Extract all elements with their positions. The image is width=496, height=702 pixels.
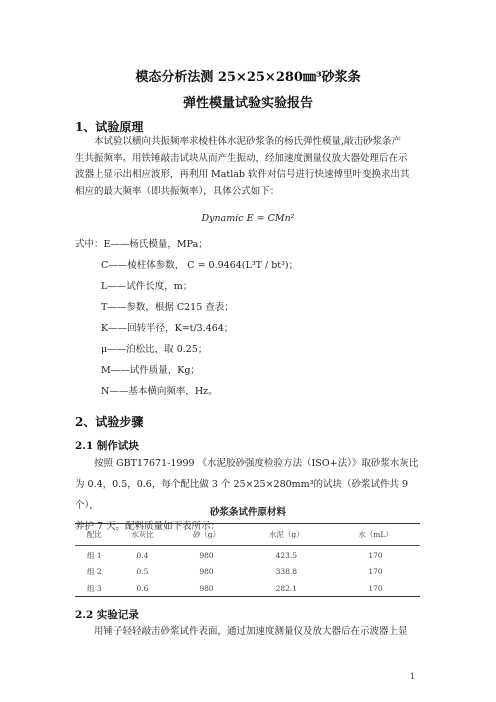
table-cell: 423.5 — [275, 550, 298, 560]
table-header-row — [75, 524, 420, 546]
var-L: L——试件长度，m； — [101, 281, 193, 292]
table-cell: 组 1 — [86, 550, 102, 560]
section-2-heading: 2、试验步骤 — [75, 415, 144, 429]
subsection-2-1-heading: 2.1 制作试块 — [75, 440, 139, 452]
table-cell: 0.6 — [114, 579, 172, 596]
table-cell: 170 — [368, 550, 383, 560]
table-cell: 980 — [199, 567, 214, 576]
para-line: 相应的最大频率（即共振频率），具体公式如下： — [75, 185, 280, 197]
var-E: 式中：E——杨氏模量，MPa； — [75, 239, 208, 250]
table-cell: 170 — [331, 579, 420, 596]
formula: Dynamic E = CMn² — [201, 213, 295, 224]
section-1-paragraph — [75, 134, 425, 200]
table-row — [75, 563, 420, 580]
var-K: K——回转半径，K=t/3.464； — [101, 323, 234, 334]
table-cell: 组 2 — [86, 567, 102, 576]
table-cell: 980 — [199, 550, 214, 560]
header-water: 水（mL） — [331, 524, 420, 546]
header-wc: 水灰比 — [114, 524, 172, 546]
table-cell: 0.4 — [136, 550, 149, 560]
para-line: 按照 GBT17671-1999 《水泥胶砂强度检验方法（ISO+法）》取砂浆水灰比 — [94, 458, 419, 469]
subsection-2-2-paragraph: 用锤子轻轻敲击砂浆试件表面，通过加速度测量仪及放大器后在示波器上显 — [94, 626, 408, 637]
header-sand: 砂（g） — [171, 524, 241, 546]
table-row — [75, 579, 420, 596]
header-cement: 水泥（g） — [242, 524, 331, 546]
var-T: T——参数，根据 C215 查表； — [101, 302, 234, 313]
var-M: M——试件质量，Kg； — [101, 365, 200, 376]
para-line: 生共振频率。用铁锤敲击试块从而产生振动，经加速度测量仪放大器处理后在示 — [75, 152, 408, 164]
para-line: 波器上显示出相应波形，再利用 Matlab 软件对信号进行快速傅里叶变换求出其 — [75, 169, 410, 180]
var-mu: μ——泊松比，取 0.25； — [101, 344, 208, 355]
table-cell: 组 3 — [75, 579, 114, 596]
page-number: 1 — [410, 672, 416, 681]
var-N: N——基本横向频率，Hz。 — [101, 386, 218, 397]
section-1-heading: 1、试验原理 — [75, 120, 144, 134]
table-cell: 282.1 — [242, 579, 331, 596]
title-line-2: 弹性模量试验实验报告 — [182, 96, 313, 111]
para-line: 本试验以横向共振频率求棱柱体水泥砂浆条的杨氏弹性模量,敲击砂浆条产 — [94, 136, 402, 147]
subsection-2-2-heading: 2.2 实验记录 — [75, 609, 139, 621]
var-C: C——棱柱体参数， C = 0.9464(L³T / bt³)； — [101, 260, 299, 271]
table-row — [75, 546, 420, 563]
para-line: 养护 7 天。配料质量如下表所示： — [75, 521, 221, 532]
table-cell: 0.5 — [136, 567, 149, 576]
table-cell: 170 — [368, 567, 383, 576]
table-cell: 338.8 — [275, 567, 298, 576]
title-line-1: 模态分析法测 25×25×280㎜³砂浆条 — [135, 70, 361, 85]
para-line: 为 0.4，0.5，0.6，每个配比做 3 个 25×25×280mm³的试块（砂浆试件共 9 个）， — [75, 479, 409, 511]
table-cell: 980 — [171, 579, 241, 596]
table-caption: 砂浆条试件原材料 — [209, 507, 286, 518]
materials-table — [75, 523, 420, 597]
header-ratio: 配比 — [75, 524, 114, 546]
